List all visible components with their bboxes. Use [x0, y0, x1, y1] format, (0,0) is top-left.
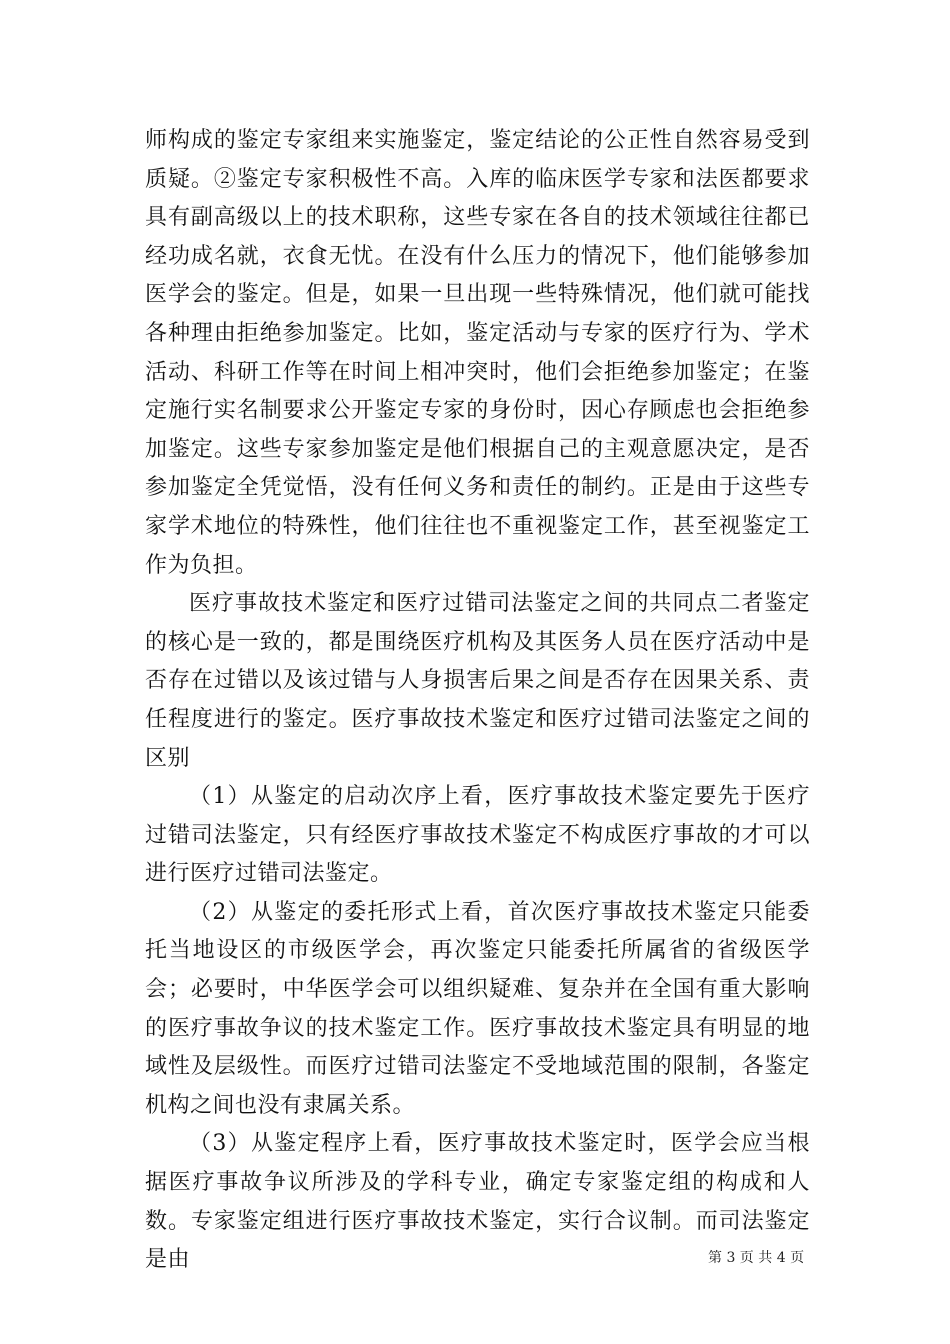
paragraph-5: （3）从鉴定程序上看，医疗事故技术鉴定时，医学会应当根据医疗事故争议所涉及的学科专业，确定专家鉴定组的构成和人数。专家鉴定组进行医疗事故技术鉴定，实行合议制。而司法鉴定是由	[145, 1131, 810, 1273]
page-number-footer: 第 3 页 共 4 页	[708, 1250, 805, 1266]
paragraph-3: （1）从鉴定的启动次序上看，医疗事故技术鉴定要先于医疗过错司法鉴定，只有经医疗事故技术鉴定不构成医疗事故的才可以进行医疗过错司法鉴定。	[145, 784, 810, 887]
document-body	[145, 122, 810, 1280]
paragraph-2: 医疗事故技术鉴定和医疗过错司法鉴定之间的共同点二者鉴定的核心是一致的，都是围绕医疗机构及其医务人员在医疗活动中是否存在过错以及该过错与人身损害后果之间是否存在因果关系、责任程度进行的鉴定。医疗事故技术鉴定和医疗过错司法鉴定之间的区别	[145, 591, 810, 771]
paragraph-4: （2）从鉴定的委托形式上看，首次医疗事故技术鉴定只能委托当地设区的市级医学会，再次鉴定只能委托所属省的省级医学会；必要时，中华医学会可以组织疑难、复杂并在全国有重大影响的医疗事故争议的技术鉴定工作。医疗事故技术鉴定具有明显的地域性及层级性。而医疗过错司法鉴定不受地域范围的限制，各鉴定机构之间也没有隶属关系。	[145, 899, 810, 1118]
paragraph-1: 师构成的鉴定专家组来实施鉴定，鉴定结论的公正性自然容易受到质疑。②鉴定专家积极性不高。入库的临床医学专家和法医都要求具有副高级以上的技术职称，这些专家在各自的技术领域往往都已经功成名就，衣食无忧。在没有什么压力的情况下，他们能够参加医学会的鉴定。但是，如果一旦出现一些特殊情况，他们就可能找各种理由拒绝参加鉴定。比如，鉴定活动与专家的医疗行为、学术活动、科研工作等在时间上相冲突时，他们会拒绝参加鉴定；在鉴定施行实名制要求公开鉴定专家的身份时，因心存顾虑也会拒绝参加鉴定。这些专家参加鉴定是他们根据自己的主观意愿决定，是否参加鉴定全凭觉悟，没有任何义务和责任的制约。正是由于这些专家学术地位的特殊性，他们往往也不重视鉴定工作，甚至视鉴定工作为负担。	[145, 128, 810, 578]
